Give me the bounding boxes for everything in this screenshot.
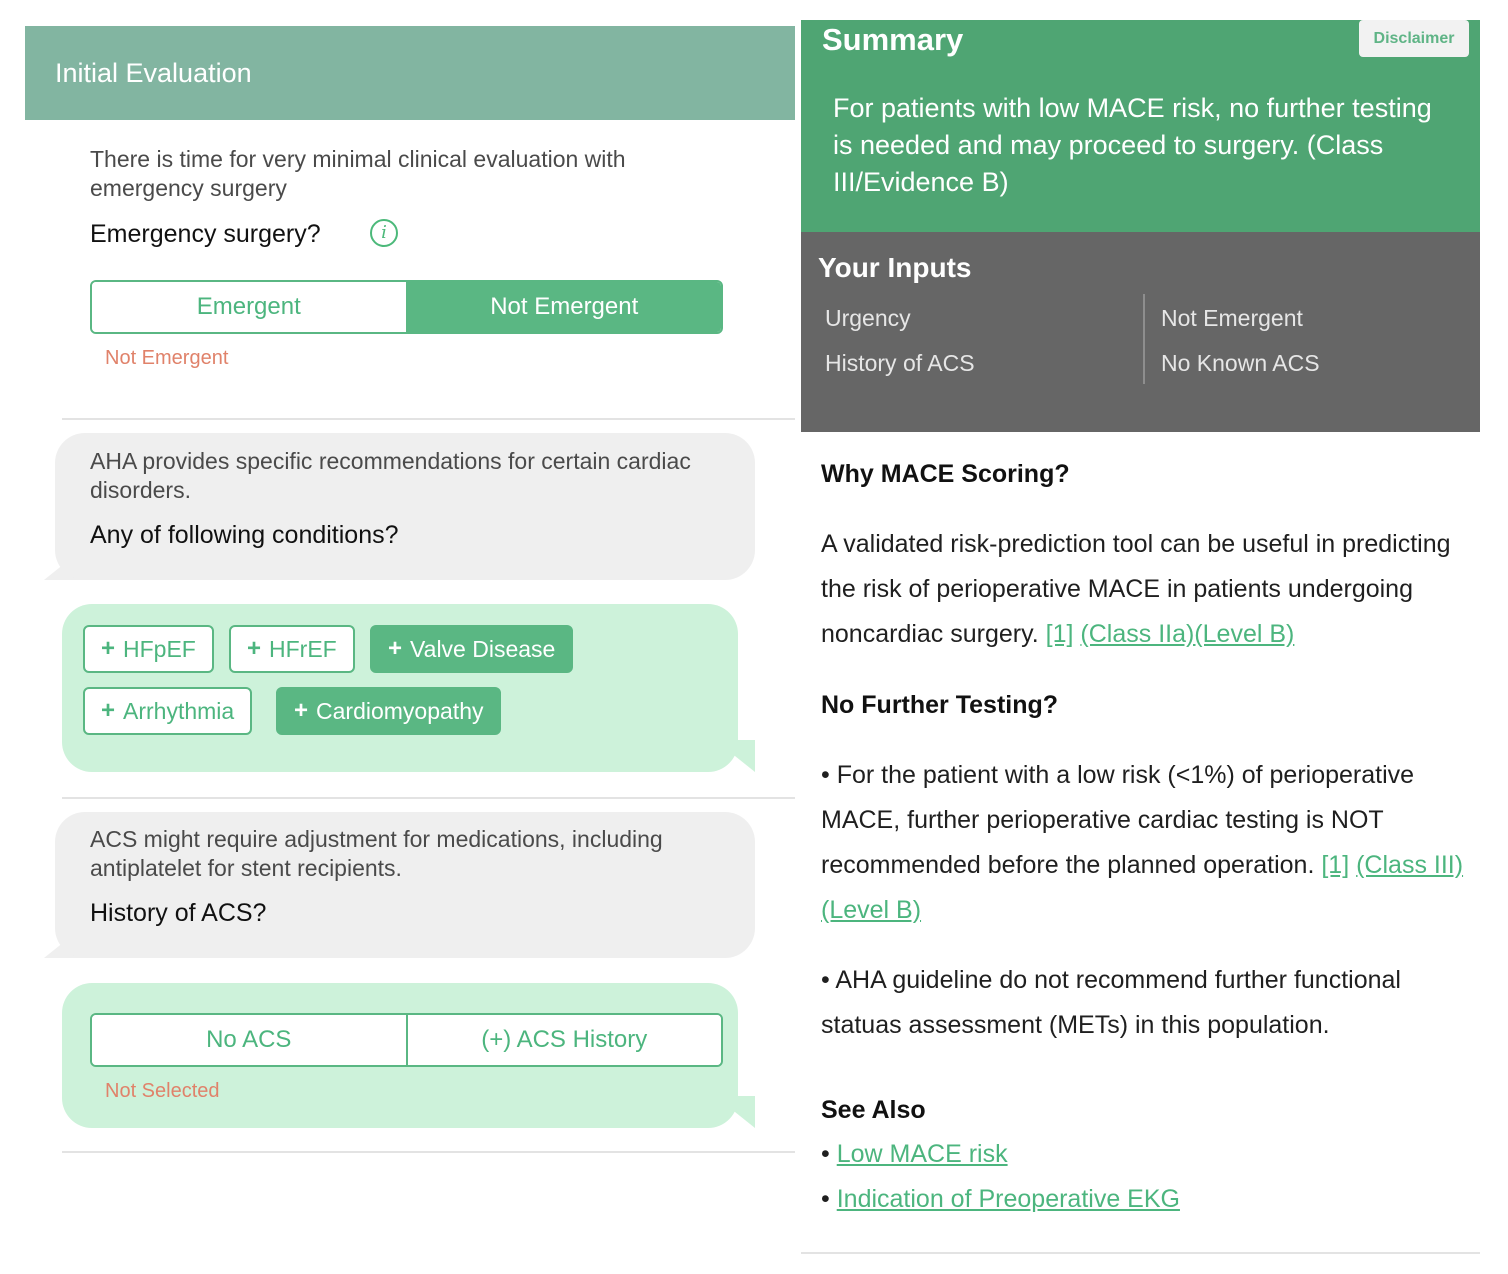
bullet-text: AHA guideline do not recommend further functional statuas assessment (METs) in this population. [821,966,1401,1039]
acs-status: Not Selected [105,1080,220,1102]
inputs-separator [1143,294,1145,384]
input-value-urgency: Not Emergent [1161,305,1303,331]
emergent-option[interactable]: Emergent [92,282,406,332]
chip-cardiomyopathy[interactable] [276,687,501,735]
plus-icon: + [101,697,116,724]
chip-label: Arrhythmia [123,697,235,724]
class-level-link[interactable]: (Class IIa)(Level B) [1080,620,1295,648]
see-also-heading: See Also [821,1096,926,1124]
emergency-question: Emergency surgery? [90,220,321,248]
no-acs-option[interactable]: No ACS [92,1015,406,1065]
see-also-item [821,1132,1471,1177]
acs-question-bubble [55,812,755,958]
bullet: • [821,1185,830,1213]
input-label-urgency: Urgency [825,305,911,331]
summary-card [801,20,1480,232]
conditions-question-bubble [55,433,755,580]
why-mace-text: A validated risk-prediction tool can be useful in predicting the risk of perioperative MACE in patients undergoing noncardiac surgery. [821,530,1451,648]
summary-text: For patients with low MACE risk, no further testing is needed and may proceed to surgery. (Class III/Evidence B) [833,93,1432,197]
low-mace-risk-link[interactable]: Low MACE risk [836,1140,1008,1168]
conditions-description: AHA provides specific recommendations for certain cardiac disorders. [90,448,691,503]
emergency-segmented-control [90,280,723,334]
reference-link[interactable]: [1] [1321,851,1350,879]
divider [62,1151,795,1153]
divider [801,1252,1480,1254]
no-further-testing-heading: No Further Testing? [821,691,1059,719]
see-also-item [821,1177,1471,1222]
emergency-status: Not Emergent [105,347,229,369]
chip-hfpef[interactable] [83,625,214,673]
input-value-acs: No Known ACS [1161,350,1320,376]
chip-arrhythmia[interactable] [83,687,252,735]
plus-icon: + [294,697,309,724]
plus-icon: + [388,635,403,662]
no-further-testing-bullet-2 [821,958,1471,1048]
chip-label: HFrEF [269,635,337,662]
your-inputs-card [801,232,1480,432]
divider [62,797,795,799]
class-level-link[interactable]: (Class III)(Level B) [821,851,1464,924]
acs-question: History of ACS? [90,899,267,927]
acs-description: ACS might require adjustment for medications, including antiplatelet for stent recipients. [90,826,663,881]
input-label-acs: History of ACS [825,350,975,376]
reference-link[interactable]: [1] [1045,620,1074,648]
acs-segmented-control [90,1013,723,1067]
chip-label: Cardiomyopathy [316,697,484,724]
chip-label: Valve Disease [410,635,556,662]
preoperative-ekg-link[interactable]: Indication of Preoperative EKG [836,1185,1180,1213]
why-mace-heading: Why MACE Scoring? [821,460,1070,488]
not-emergent-option[interactable]: Not Emergent [406,282,722,332]
chip-label: HFpEF [123,635,196,662]
emergency-description: There is time for very minimal clinical evaluation with emergency surgery [90,146,626,201]
info-icon[interactable]: i [370,219,398,247]
why-mace-paragraph [821,522,1471,657]
chip-hfref[interactable] [229,625,355,673]
bullet: • [821,1140,830,1168]
inputs-title: Your Inputs [818,252,972,283]
plus-icon: + [101,635,116,662]
bullet: • [821,966,830,994]
no-further-testing-bullet-1 [821,753,1471,933]
chip-valve-disease[interactable] [370,625,573,673]
summary-panel [801,0,1508,1274]
disclaimer-button[interactable]: Disclaimer [1359,20,1469,57]
section-header [25,26,795,120]
acs-history-option[interactable]: (+) ACS History [406,1015,722,1065]
plus-icon: + [247,635,262,662]
conditions-question: Any of following conditions? [90,521,399,549]
divider [62,418,795,420]
section-title: Initial Evaluation [55,58,252,88]
bullet-text: For the patient with a low risk (<1%) of perioperative MACE, further perioperative cardiac testing is NOT recommended before the planned operation. [821,761,1415,879]
bullet: • [821,761,830,789]
summary-title: Summary [822,22,964,57]
